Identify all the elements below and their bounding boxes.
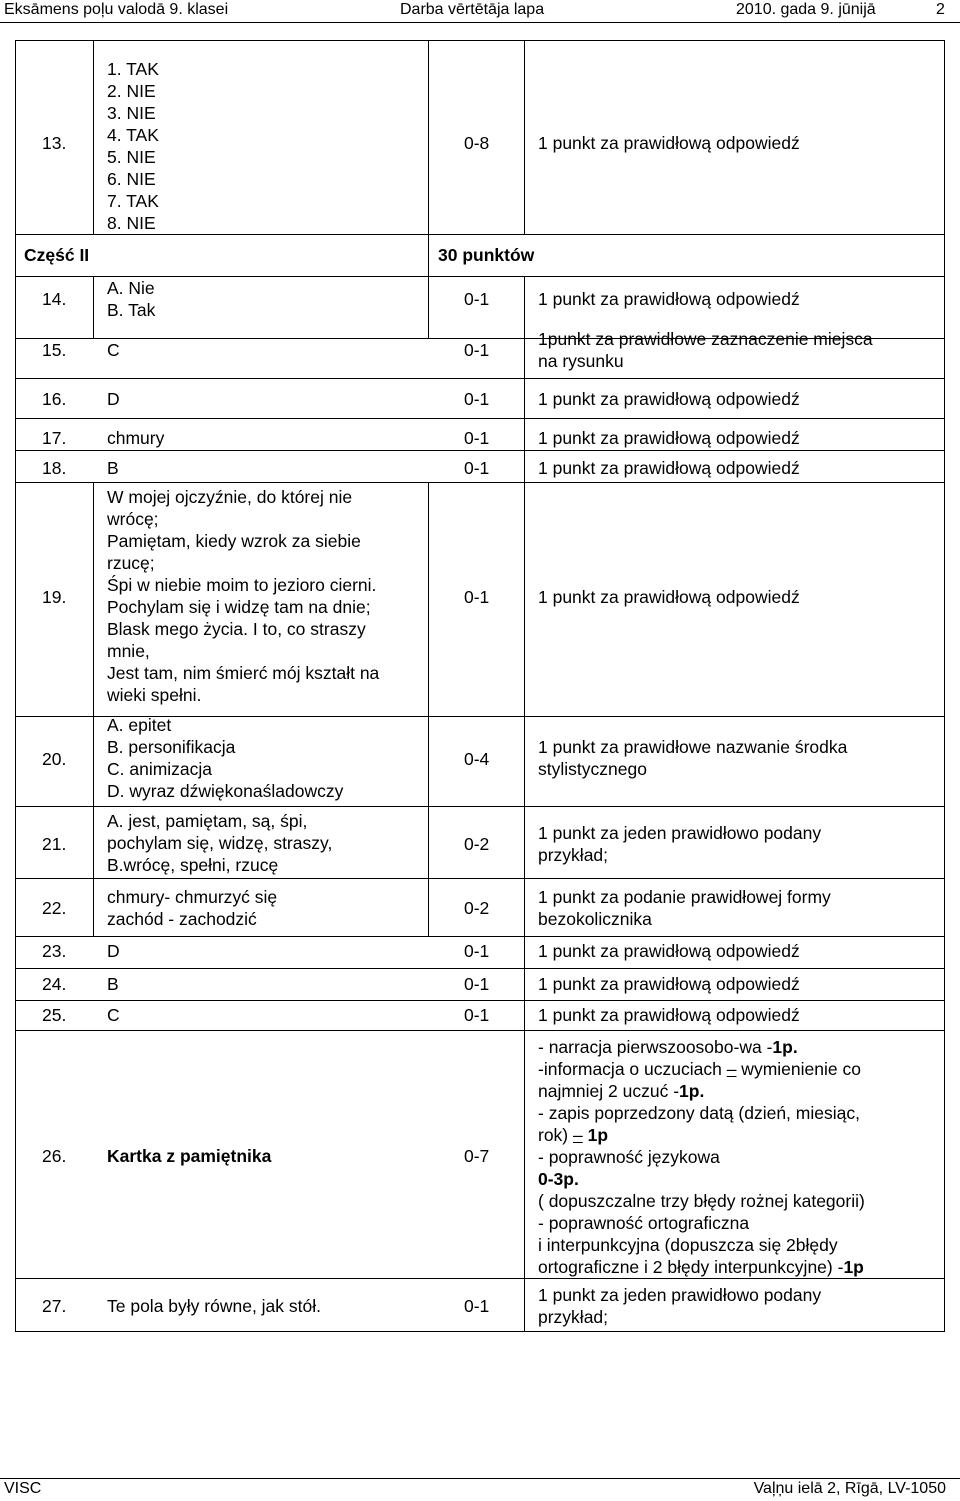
rule [15, 418, 945, 419]
rule [15, 1331, 945, 1332]
row-24-answer: B [107, 974, 119, 994]
row-26-criteria-line: - zapis poprzedzony datą (dzień, miesiąc, [538, 1103, 860, 1123]
rule [15, 40, 945, 41]
rule [15, 936, 945, 937]
row-13-answer: 3. NIE [107, 103, 156, 123]
row-21-answer: pochylam się, widzę, straszy, [107, 833, 333, 853]
row-26-criteria-line: 0-3p. [538, 1169, 579, 1189]
answer-key-table [15, 40, 945, 1440]
row-23-points: 0-1 [464, 941, 490, 961]
row-22-points: 0-2 [464, 898, 490, 918]
part-points: 30 punktów [438, 245, 535, 265]
row-21-criteria: 1 punkt za jeden prawidłowo podany [538, 823, 822, 843]
row-26-criteria-line: ortograficzne i 2 błędy interpunkcyjne) -1p [538, 1257, 864, 1277]
row-26-answer: Kartka z pamiętnika [107, 1146, 272, 1166]
rule [15, 378, 945, 379]
row-21-answer: B.wrócę, spełni, rzucę [107, 855, 279, 875]
row-16-number: 16. [42, 389, 67, 409]
rule [15, 968, 945, 969]
row-17-criteria: 1 punkt za prawidłową odpowiedź [538, 428, 800, 448]
row-13-answer: 5. NIE [107, 147, 156, 167]
row-13-answer: 4. TAK [107, 125, 159, 145]
row-19-answer-line: mnie, [107, 641, 150, 661]
row-26-criteria-line: rok) – 1p [538, 1125, 609, 1145]
rule [15, 450, 945, 451]
rule [524, 276, 525, 1331]
row-17-answer: chmury [107, 428, 165, 448]
row-26-criteria-line: - narracja pierwszoosobo-wa -1p. [538, 1037, 798, 1057]
row-19-points: 0-1 [464, 587, 490, 607]
row-16-criteria: 1 punkt za prawidłową odpowiedź [538, 389, 800, 409]
row-26-criteria-line: najmniej 2 uczuć -1p. [538, 1081, 705, 1101]
rule [428, 40, 429, 338]
row-18-criteria: 1 punkt za prawidłową odpowiedź [538, 458, 800, 478]
part-label: Część II [24, 245, 90, 265]
footer-organization: VISC [4, 1480, 42, 1497]
row-20-answer: B. personifikacja [107, 737, 236, 757]
row-14-points: 0-1 [464, 289, 490, 309]
row-25-answer: C [107, 1005, 120, 1025]
row-20-points: 0-4 [464, 749, 490, 769]
row-19-answer-line: W mojej ojczyźnie, do której nie [107, 487, 353, 507]
row-26-criteria-line: -informacja o uczuciach – wymienienie co [538, 1059, 861, 1079]
row-16-answer: D [107, 389, 120, 409]
row-24-points: 0-1 [464, 974, 490, 994]
row-15-criteria: 1punkt za prawidłowe zaznaczenie miejsca [538, 329, 873, 349]
rule [15, 1278, 945, 1279]
row-17-points: 0-1 [464, 428, 490, 448]
rule [15, 234, 945, 235]
row-27-criteria: przykład; [538, 1307, 609, 1327]
row-18-points: 0-1 [464, 458, 490, 478]
rule [15, 482, 945, 483]
row-26-criteria-line: - poprawność językowa [538, 1147, 720, 1167]
rule [15, 878, 945, 879]
row-19-criteria: 1 punkt za prawidłową odpowiedź [538, 587, 800, 607]
rule [15, 1000, 945, 1001]
row-25-criteria: 1 punkt za prawidłową odpowiedź [538, 1005, 800, 1025]
row-16-points: 0-1 [464, 389, 490, 409]
row-27-criteria: 1 punkt za jeden prawidłowo podany [538, 1285, 822, 1305]
page-header [0, 0, 960, 23]
row-26-criteria-line: i interpunkcyjna (dopuszcza się 2błędy [538, 1235, 838, 1255]
row-24-criteria: 1 punkt za prawidłową odpowiedź [538, 974, 800, 994]
row-17-number: 17. [42, 428, 67, 448]
row-13-answer: 2. NIE [107, 81, 156, 101]
header-page-number: 2 [936, 1, 945, 18]
row-15-points: 0-1 [464, 340, 490, 360]
row-15-number: 15. [42, 340, 67, 360]
row-20-answer: A. epitet [107, 715, 172, 735]
row-19-answer-line: wieki spełni. [107, 685, 202, 705]
row-21-criteria: przykład; [538, 845, 609, 865]
rule [93, 482, 94, 936]
row-26-criteria-line: - poprawność ortograficzna [538, 1213, 750, 1233]
rule [93, 40, 94, 234]
rule [93, 276, 94, 338]
row-20-number: 20. [42, 749, 67, 769]
row-20-criteria: 1 punkt za prawidłowe nazwanie środka [538, 737, 848, 757]
row-19-answer-line: Śpi w niebie moim to jezioro cierni. [107, 575, 377, 595]
row-18-answer: B [107, 458, 119, 478]
rule [15, 1030, 945, 1031]
row-26-criteria-line: ( dopuszczalne trzy błędy rożnej kategorii) [538, 1191, 865, 1211]
rule [944, 40, 945, 1331]
row-27-points: 0-1 [464, 1296, 490, 1316]
header-sheet-title: Darba vērtētāja lapa [400, 1, 545, 18]
row-13-answer: 6. NIE [107, 169, 156, 189]
row-27-answer: Te pola były równe, jak stół. [107, 1296, 321, 1316]
row-19-answer-line: rzucę; [107, 553, 155, 573]
footer-address: Vaļņu ielā 2, Rīgā, LV-1050 [753, 1480, 946, 1497]
row-13-answer: 7. TAK [107, 191, 159, 211]
row-21-points: 0-2 [464, 834, 490, 854]
row-14-answer: B. Tak [107, 300, 156, 320]
row-22-answer: chmury- chmurzyć się [107, 887, 278, 907]
row-20-answer: D. wyraz dźwiękonaśladowczy [107, 781, 344, 801]
row-27-number: 27. [42, 1296, 67, 1316]
row-19-answer-line: Pochylam się i widzę tam na dnie; [107, 597, 371, 617]
row-21-answer: A. jest, pamiętam, są, śpi, [107, 811, 308, 831]
row-22-number: 22. [42, 898, 67, 918]
row-13-number: 13. [42, 133, 67, 153]
row-13-points: 0-8 [464, 133, 490, 153]
row-21-number: 21. [42, 834, 67, 854]
row-23-criteria: 1 punkt za prawidłową odpowiedź [538, 941, 800, 961]
header-date: 2010. gada 9. jūnijā [736, 1, 876, 18]
row-22-criteria: 1 punkt za podanie prawidłowej formy [538, 887, 831, 907]
row-25-points: 0-1 [464, 1005, 490, 1025]
row-15-criteria: na rysunku [538, 351, 624, 371]
row-13-answer: 8. NIE [107, 213, 156, 233]
row-13-criteria: 1 punkt za prawidłową odpowiedź [538, 133, 800, 153]
row-26-points: 0-7 [464, 1146, 490, 1166]
row-13-answer: 1. TAK [107, 59, 159, 79]
row-19-answer-line: Blask mego życia. I to, co straszy [107, 619, 366, 639]
row-24-number: 24. [42, 974, 67, 994]
row-23-answer: D [107, 941, 120, 961]
row-26-number: 26. [42, 1146, 67, 1166]
row-25-number: 25. [42, 1005, 67, 1025]
page-footer [0, 1478, 960, 1501]
row-19-answer-line: Pamiętam, kiedy wzrok za siebie [107, 531, 361, 551]
row-14-number: 14. [42, 289, 67, 309]
row-20-criteria: stylistycznego [538, 759, 647, 779]
row-14-answer: A. Nie [107, 278, 155, 298]
row-14-criteria: 1 punkt za prawidłową odpowiedź [538, 289, 800, 309]
row-22-criteria: bezokolicznika [538, 909, 652, 929]
rule [524, 40, 525, 234]
row-20-answer: C. animizacja [107, 759, 213, 779]
row-19-answer-line: wrócę; [107, 509, 159, 529]
row-18-number: 18. [42, 458, 67, 478]
header-exam-title: Eksāmens poļu valodā 9. klasei [4, 1, 229, 18]
row-22-answer: zachód - zachodzić [107, 909, 257, 929]
rule [428, 482, 429, 936]
row-23-number: 23. [42, 941, 67, 961]
rule [15, 806, 945, 807]
rule [15, 40, 16, 1331]
row-15-answer: C [107, 340, 120, 360]
row-19-number: 19. [42, 587, 67, 607]
row-19-answer-line: Jest tam, nim śmierć mój kształt na [107, 663, 380, 683]
